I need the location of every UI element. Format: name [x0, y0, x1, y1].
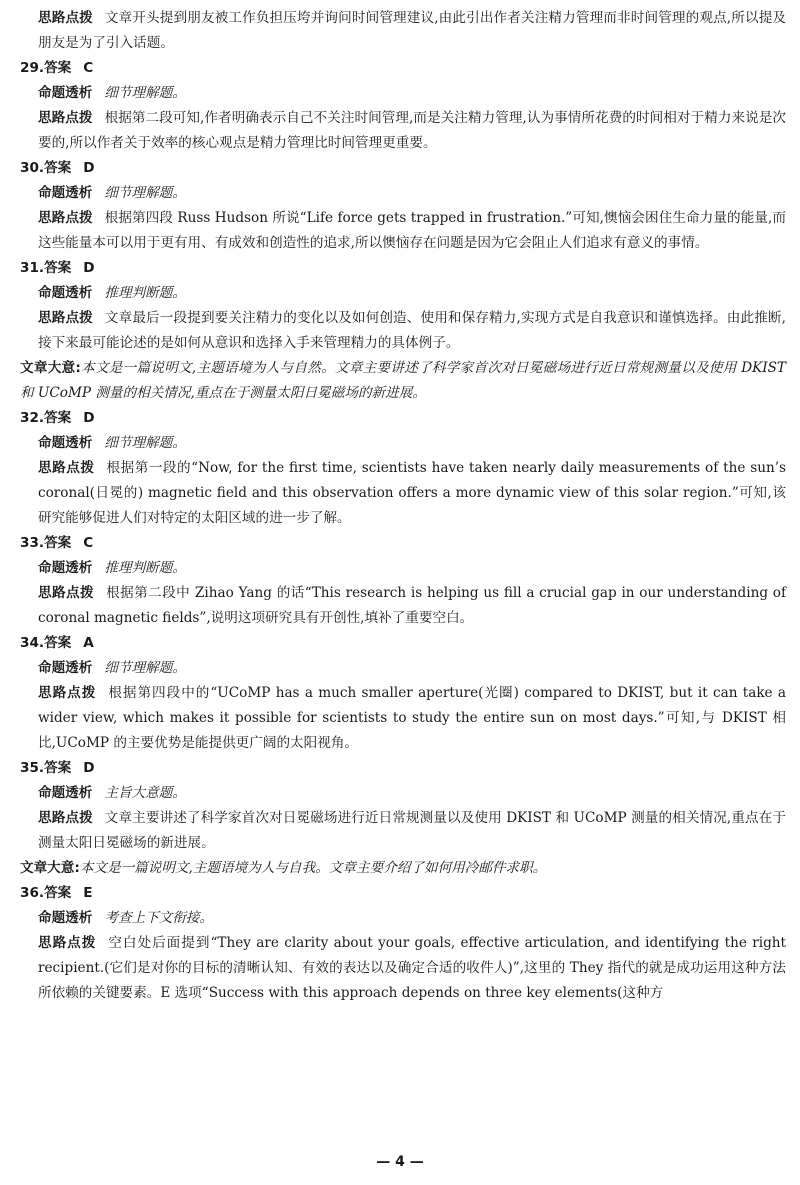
answer-value: A — [83, 635, 94, 651]
question-33-answer: 33.答案 C — [20, 535, 94, 551]
answer-value: C — [83, 60, 94, 76]
question-36-analysis: 命题透析 考查上下文衔接。 — [38, 910, 214, 926]
answer-value: D — [83, 260, 95, 276]
answer-value: D — [83, 760, 95, 776]
question-30-answer: 30.答案 D — [20, 160, 95, 176]
answer-value: E — [83, 885, 93, 901]
question-29-answer: 29.答案 C — [20, 60, 94, 76]
question-30-hint: 思路点拨 根据第四段 Russ Hudson 所说“Life force gets trapped in frustration.”可知,懊恼会困住生命力量的能量,而这些能量本可以用于更有用、有成效和创造性的追求,所以懊恼存在问题是因为它会阻止人们追求有意义的事情。 — [38, 210, 787, 251]
answer-value: C — [83, 535, 94, 551]
question-35-hint: 思路点拨 文章主要讲述了科学家首次对日冕磁场进行近日常规测量以及使用 DKIST 和 UCoMP 测量的相关情况,重点在于测量太阳日冕磁场的新进展。 — [38, 810, 786, 851]
question-36-hint: 思路点拨 空白处后面提到“They are clarity about your goals, effective articulation, and identifying the right recipient.(它们是对你的目标的清晰认知、有效的表达以及确定合适的收件人)”,这里的 They 指代的就是成功运用这种方法所依赖的关键要素。E 选项“Success with this approach depends on three key elements(这种方 — [38, 935, 786, 1001]
question-31-hint: 思路点拨 文章最后一段提到要关注精力的变化以及如何创造、使用和保存精力,实现方式是自我意识和谨慎选择。由此推断,接下来最可能论述的是如何从意识和选择入手来管理精力的具体例子。 — [38, 310, 787, 351]
question-34-analysis: 命题透析 细节理解题。 — [38, 660, 186, 676]
question-29-analysis: 命题透析 细节理解题。 — [38, 85, 186, 101]
hint-label: 思路点拨 — [38, 10, 93, 26]
question-35-answer: 35.答案 D — [20, 760, 95, 776]
question-32-hint: 思路点拨 根据第一段的“Now, for the first time, scientists have taken nearly daily measurements of the sun’s coronal(日冕的) magnetic field and this observation offers a more dynamic view of this solar region.”可知,该研究能够促进人们对特定的太阳区域的进一步了解。 — [38, 460, 786, 526]
question-31-analysis: 命题透析 推理判断题。 — [38, 285, 186, 301]
question-33-hint: 思路点拨 根据第二段中 Zihao Yang 的话“This research is helping us fill a crucial gap in our understanding of coronal magnetic fields”,说明这项研究具有开创性,填补了重要空白。 — [38, 585, 786, 626]
question-36-answer: 36.答案 E — [20, 885, 93, 901]
question-30-analysis: 命题透析 细节理解题。 — [38, 185, 186, 201]
page-number: — 4 — — [376, 1154, 424, 1170]
question-35-analysis: 命题透析 主旨大意题。 — [38, 785, 186, 801]
intro-hint — [20, 6, 786, 56]
question-32-analysis: 命题透析 细节理解题。 — [38, 435, 186, 451]
question-34-answer: 34.答案 A — [20, 635, 94, 651]
passage-summary-2: 文章大意:本文是一篇说明文,主题语境为人与自我。文章主要介绍了如何用冷邮件求职。 — [20, 860, 547, 876]
question-34-hint: 思路点拨 根据第四段中的“UCoMP has a much smaller aperture(光圈) compared to DKIST, but it can take a wider view, which makes it possible for scientists to study the entire sun on most days.”可知,与 DKIST 相比,UCoMP 的主要优势是能提供更广阔的太阳视角。 — [38, 685, 787, 751]
passage-summary-1: 文章大意:本文是一篇说明文,主题语境为人与自然。文章主要讲述了科学家首次对日冕磁场进行近日常规测量以及使用 DKIST 和 UCoMP 测量的相关情况,重点在于测量太阳日冕磁场的新进展。 — [20, 360, 786, 401]
question-29-hint: 思路点拨 根据第二段可知,作者明确表示自己不关注时间管理,而是关注精力管理,认为事情所花费的时间相对于精力来说是次要的,所以作者关于效率的核心观点是精力管理比时间管理更重要。 — [38, 110, 786, 151]
question-33-analysis: 命题透析 推理判断题。 — [38, 560, 186, 576]
question-31-answer: 31.答案 D — [20, 260, 95, 276]
answer-value: D — [83, 410, 95, 426]
question-32-answer: 32.答案 D — [20, 410, 95, 426]
hint-text: 文章开头提到朋友被工作负担压垮并询问时间管理建议,由此引出作者关注精力管理而非时间管理的观点,所以提及朋友是为了引入话题。 — [38, 10, 787, 51]
answer-value: D — [83, 160, 95, 176]
